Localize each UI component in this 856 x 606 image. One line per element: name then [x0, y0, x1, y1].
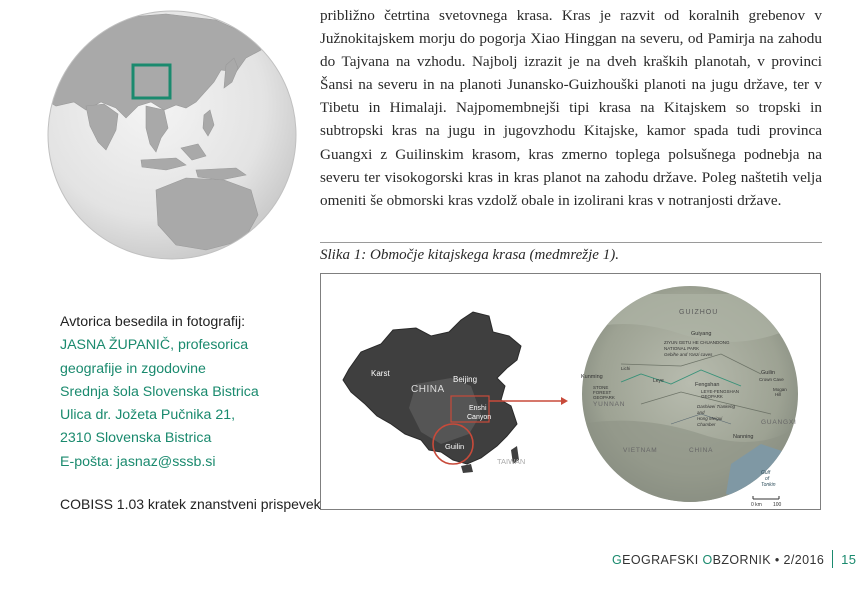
label-gulf-1: Gulf [761, 470, 771, 476]
label-stone-forest-2: FOREST [593, 390, 612, 395]
label-fengshan: Fengshan [695, 382, 720, 388]
label-dashiwei-2: and [697, 410, 705, 415]
label-leye-fengshan-2: GEOPARK [701, 394, 723, 399]
footer-separator [832, 550, 833, 568]
author-subject-line: geografije in zgodovine [60, 360, 206, 377]
globe-map-image [46, 10, 298, 260]
label-dashiwei-1: Dashiwei Tiankeng [697, 404, 735, 409]
label-yunnan: YUNNAN [593, 401, 626, 408]
label-gulf-3: Tonkin [761, 482, 776, 488]
journal-initial-o: O [702, 553, 713, 567]
label-stone-forest-3: GEOPARK [593, 395, 615, 400]
label-beijing: Beijing [453, 375, 478, 384]
china-map [343, 312, 568, 473]
author-street-line: Ulica dr. Jožeta Pučnika 21, [60, 407, 236, 424]
label-vietnam: VIETNAM [623, 447, 658, 454]
author-heading: Avtorica besedila in fotografij: [60, 314, 246, 330]
label-leye: Leye [653, 378, 664, 384]
label-taiwan: TAIWAN [497, 457, 526, 466]
label-karst: Karst [371, 369, 390, 378]
label-dashiwei-3: Hong Meigui [697, 416, 723, 421]
journal-name-part1: EOGRAFSKI [622, 553, 703, 567]
label-hill: Hill [775, 392, 782, 397]
figure-rule [320, 242, 822, 243]
body-paragraph: približno četrtina svetovnega krasa. Kras je razvit od koralnih grebenov v Južnokitajskem morju do pogorja Xiao Hinggan na severu, od Pamirja na zahodu do Tajvana na vzhodu. Najbolj izrazit je na dveh kraških planotah, v provinci Šansi na severu in na planoti Junansko-Guizhouški planoti na jugu države, ter v Tibetu in Himalaji. Najpomembnejši tipi krasa na Kitajskem so tropski in subtropski kras na jugu in jugovzhodu Kitajske, kamor spada tudi provinca Guangxi z Guilinskim krasom, kras zmerno toplega polsušnega podnebja na severu ter visokogorski kras in kras planot na zahodu države. Poleg naštetih velja omeniti še obmorski kras vzdolž obale in izolirani kras v notranjosti države. [320, 7, 822, 209]
author-city-line: 2310 Slovenska Bistrica [60, 430, 212, 447]
author-school-line: Srednja šola Slovenska Bistrica [60, 383, 259, 400]
label-kunming: Kunming [581, 374, 603, 380]
page-footer [612, 550, 856, 568]
author-email-line[interactable]: E-pošta: jasnaz@sssb.si [60, 453, 216, 470]
author-block [60, 311, 259, 474]
label-gulf-2: of [765, 476, 770, 482]
figure-caption: Slika 1: Območje kitajskega krasa (medmrežje 1). [320, 247, 619, 263]
label-gebihe: Gebihe and Yanzi caves [664, 352, 713, 357]
page-number: 15 [841, 552, 856, 567]
label-guangxi: GUANGXI [761, 419, 797, 426]
label-canyon: Canyon [467, 414, 492, 421]
scale-label-100: 100 [773, 502, 782, 508]
figure-frame [320, 273, 821, 510]
label-nanning: Nanning [733, 434, 754, 440]
detail-map [571, 286, 801, 514]
scale-label-0: 0 km [751, 502, 762, 508]
label-dashiwei-4: Chamber [697, 422, 716, 427]
journal-name-part2: BZORNIK • 2/2016 [712, 553, 825, 567]
label-mogan: Mogan [773, 387, 787, 392]
cobiss-classification: COBISS 1.03 kratek znanstveni prispevek [60, 496, 321, 512]
label-china-detail: CHINA [689, 447, 714, 454]
label-ziyun: ZIYUN GETU HE CHUANDONG [664, 340, 730, 345]
author-name-line: JASNA ŽUPANIČ, profesorica [60, 337, 249, 354]
label-leye-fengshan-1: LEYE-FENGSHAN [701, 389, 740, 394]
journal-initial-g: G [612, 553, 623, 567]
label-crown-cave: Crown Cave [759, 377, 784, 382]
label-enshi: Enshi [469, 405, 487, 412]
label-guiyang: Guiyang [691, 331, 712, 337]
label-stone-forest-1: STONE [593, 385, 609, 390]
label-national-park: NATIONAL PARK [664, 346, 700, 351]
label-guilin-detail: Guilin [761, 370, 776, 376]
figure-map-image [321, 274, 820, 509]
label-lichi: Lichi [621, 366, 631, 371]
label-guizhou: GUIZHOU [679, 309, 719, 316]
label-guilin: Guilin [445, 442, 465, 451]
label-china: CHINA [411, 384, 445, 395]
